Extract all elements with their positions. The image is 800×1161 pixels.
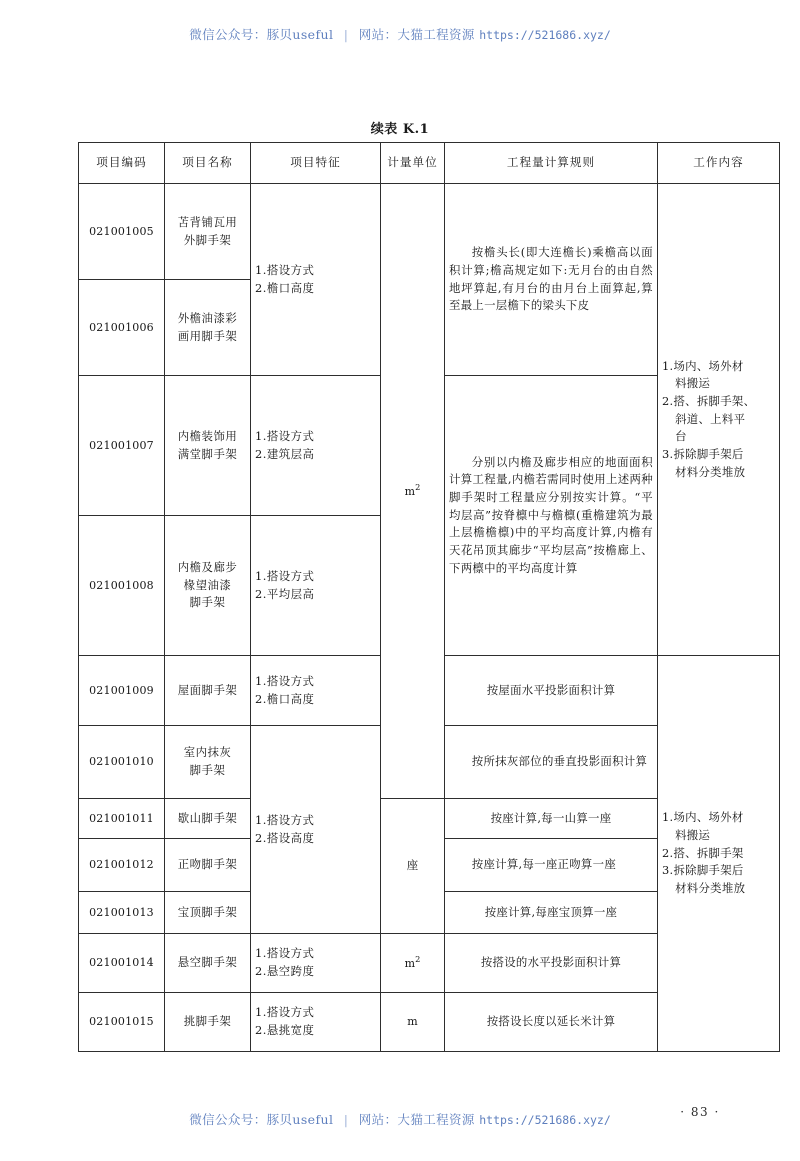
item-name-line: 内檐装饰用 [177,428,238,443]
work-line: 材料分类堆放 [675,464,746,479]
cell-work-content-group1 [658,184,780,656]
cell-item-code: 021001011 [79,799,165,839]
cell-item-name [165,839,251,892]
table-row [79,184,780,280]
watermark-separator: | [343,1112,349,1127]
unit-value: m [404,485,416,499]
cell-calc-rule: 按搭设的水平投影面积计算 [445,934,658,993]
cell-calc-rule: 按搭设长度以延长米计算 [445,993,658,1052]
cell-calc-rule: 按座计算,每一山算一座 [445,799,658,839]
cell-item-code: 021001009 [79,656,165,726]
work-line: 2.搭、拆脚手架 [662,845,744,860]
table-header-row [79,143,780,184]
cell-item-name [165,376,251,516]
cell-item-code: 021001012 [79,839,165,892]
feature-line: 2.檐口高度 [255,691,315,706]
cell-calc-rule: 按座计算,每一座正吻算一座 [445,839,658,892]
watermark-url: https://521686.xyz/ [479,28,611,42]
watermark-url: https://521686.xyz/ [479,1113,611,1127]
item-name-line: 歇山脚手架 [177,810,238,825]
cell-calc-rule: 按座计算,每座宝顶算一座 [445,892,658,934]
specification-table [78,142,780,1052]
cell-item-code: 021001006 [79,280,165,376]
watermark-header [0,25,800,43]
feature-line: 1.搭设方式 [255,946,315,961]
item-name-line: 室内抹灰 [183,745,232,760]
work-line: 2.搭、拆脚手架、 [662,393,756,408]
feature-line: 1.搭设方式 [255,1005,315,1020]
work-line: 1.场内、场外材 [662,358,744,373]
cell-calc-rule: 按屋面水平投影面积计算 [445,656,658,726]
unit-value: 座 [406,858,419,873]
cell-item-code: 021001008 [79,516,165,656]
feature-line: 2.建筑层高 [255,446,315,461]
column-header-feature: 项目特征 [251,143,381,184]
cell-item-feature [251,184,381,376]
cell-item-name [165,184,251,280]
column-header-unit: 计量单位 [381,143,445,184]
watermark-wechat-label: 微信公众号：豚贝useful [189,1112,334,1127]
cell-calc-rule: 按所抹灰部位的垂直投影面积计算 [445,726,658,799]
item-name-line: 脚手架 [189,763,226,777]
cell-item-feature [251,516,381,656]
item-name-line: 正吻脚手架 [177,857,238,872]
cell-item-name [165,656,251,726]
cell-item-code: 021001010 [79,726,165,799]
cell-work-content-group2 [658,656,780,1052]
cell-item-code: 021001013 [79,892,165,934]
column-header-code: 项目编码 [79,143,165,184]
item-name-line: 悬空脚手架 [177,955,238,970]
feature-line: 2.悬挑宽度 [255,1023,315,1037]
cell-item-code: 021001015 [79,993,165,1052]
item-name-line: 画用脚手架 [177,328,238,343]
item-name-line: 屋面脚手架 [177,682,238,697]
watermark-site-label: 网站：大猫工程资源 [358,27,475,42]
page-number: · 83 · [680,1105,720,1119]
cell-item-feature [251,376,381,516]
work-line: 台 [675,429,687,444]
item-name-line: 宝顶脚手架 [177,904,238,919]
item-name-line: 满堂脚手架 [177,446,238,461]
cell-item-feature [251,726,381,934]
feature-line: 2.悬空跨度 [255,964,315,978]
work-line: 料搬运 [675,827,711,842]
cell-item-code: 021001005 [79,184,165,280]
unit-exponent: 2 [415,954,421,965]
cell-unit-meter [381,993,445,1052]
item-name-line: 外檐油漆彩 [177,310,238,325]
item-name-line: 脚手架 [189,595,226,610]
item-name-line: 苫背铺瓦用 [177,214,238,229]
cell-item-name [165,799,251,839]
work-line: 材料分类堆放 [675,881,746,895]
work-line: 3.拆除脚手架后 [662,863,744,878]
cell-item-name [165,934,251,993]
feature-line: 2.搭设高度 [255,830,315,845]
cell-item-code: 021001007 [79,376,165,516]
cell-item-name [165,892,251,934]
work-line: 料搬运 [675,376,711,391]
cell-item-code: 021001014 [79,934,165,993]
feature-line: 1.搭设方式 [255,812,315,827]
watermark-wechat-label: 微信公众号：豚贝useful [189,27,334,42]
cell-item-name [165,516,251,656]
column-header-rule: 工程量计算规则 [445,143,658,184]
feature-line: 1.搭设方式 [255,428,315,443]
table-caption: 续表 K.1 [370,122,430,137]
work-line: 1.场内、场外材 [662,810,744,825]
work-line: 斜道、上料平 [675,411,746,426]
cell-item-name [165,726,251,799]
cell-unit-square-meter [381,934,445,993]
unit-value: m [407,1015,418,1029]
cell-item-feature [251,656,381,726]
cell-item-feature [251,993,381,1052]
unit-exponent: 2 [415,482,421,493]
cell-calc-rule: 分别以内檐及廊步相应的地面面积计算工程量,内檐若需同时使用上述两种脚手架时工程量应分别按实计算。“平均层高”按脊檩中与檐檩(重檐建筑为最上层檐檐檩)中的平均高度计算,内檐有天花吊顶其廊步“平均层高”按檐廊上、下两檩中的平均高度计算 [445,376,658,656]
feature-line: 2.平均层高 [255,586,315,601]
column-header-work: 工作内容 [658,143,780,184]
work-line: 3.拆除脚手架后 [662,447,744,461]
feature-line: 2.檐口高度 [255,280,315,295]
cell-calc-rule: 按檐头长(即大连檐长)乘檐高以面积计算;檐高规定如下:无月台的由自然地坪算起,有月台的由月台上面算起,算至最上一层檐下的梁头下皮 [445,184,658,376]
feature-line: 1.搭设方式 [255,262,315,277]
item-name-line: 内檐及廊步 [177,559,238,574]
watermark-site-label: 网站：大猫工程资源 [358,1112,475,1127]
cell-unit-square-meter [381,184,445,799]
feature-line: 1.搭设方式 [255,568,315,583]
item-name-line: 挑脚手架 [183,1014,232,1029]
cell-item-feature [251,934,381,993]
cell-item-name [165,280,251,376]
unit-value: m [404,957,416,971]
watermark-separator: | [343,27,349,42]
item-name-line: 外脚手架 [183,232,232,247]
cell-item-name [165,993,251,1052]
feature-line: 1.搭设方式 [255,673,315,688]
cell-unit-seat [381,799,445,934]
column-header-name: 项目名称 [165,143,251,184]
item-name-line: 椽望油漆 [183,577,232,592]
